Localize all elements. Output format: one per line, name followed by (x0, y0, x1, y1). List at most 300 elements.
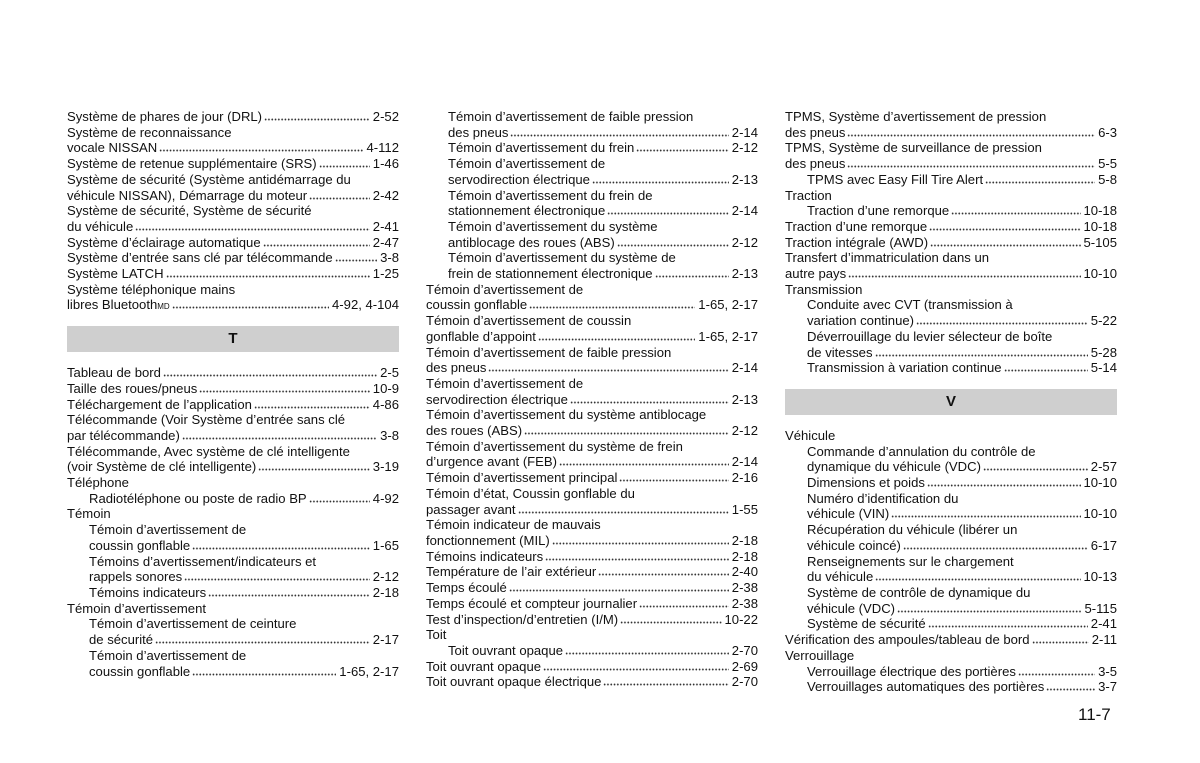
index-entry-line (807, 616, 1117, 632)
page-reference: 3-8 (380, 250, 399, 266)
index-entry (67, 109, 399, 125)
index-entry (426, 470, 758, 486)
index-entry-line (426, 674, 758, 690)
index-entry-text: Système de phares de jour (DRL) (67, 109, 263, 124)
index-entry-text: véhicule (VIN) (807, 506, 890, 522)
index-entry (426, 109, 758, 140)
page-reference: 5-115 (1084, 600, 1117, 616)
leader-dots (135, 221, 370, 231)
page-reference: 2-12 (731, 140, 758, 156)
index-entry (785, 250, 1117, 281)
page-reference: 2-14 (731, 203, 758, 219)
index-entry (426, 156, 758, 187)
index-entry-line (426, 612, 758, 628)
index-entry-text: Témoin d’avertissement de (89, 647, 247, 663)
page-reference: 1-46 (372, 156, 399, 172)
index-entry-line (426, 454, 758, 470)
page-reference: 2-69 (731, 658, 758, 674)
index-entry-text: Taille des roues/pneus (67, 380, 198, 396)
index-entry-line (426, 596, 758, 612)
page-reference: 4-112 (366, 140, 399, 156)
page-reference: 5-28 (1090, 344, 1117, 360)
page-reference: 10-10 (1083, 506, 1117, 522)
index-entry-line (426, 282, 758, 298)
page-number: 11-7 (1078, 705, 1111, 724)
leader-dots (636, 142, 728, 152)
index-entry-line (67, 172, 399, 188)
index-entry (67, 397, 399, 413)
index-entry (785, 522, 1117, 553)
index-entry-text: autre pays (785, 266, 847, 282)
index-entry-text: Témoin d’avertissement du système (448, 218, 658, 234)
page-reference: 6-17 (1090, 537, 1117, 553)
index-entry-text: Traction d’une remorque (785, 218, 928, 234)
index-entry-text: Température de l’air extérieur (426, 564, 597, 580)
index-entry-text: de vitesses (807, 344, 873, 360)
index-entry-text: coussin gonflable (426, 297, 528, 313)
index-entry-text: véhicule coincé) (807, 537, 901, 553)
index-entry-line (89, 569, 399, 585)
page-reference: 3-19 (372, 459, 399, 475)
index-entry (426, 643, 758, 659)
leader-dots (1018, 665, 1095, 675)
page-reference: 2-16 (731, 470, 758, 486)
index-entry (785, 585, 1117, 616)
index-entry-line (67, 188, 399, 204)
index-entry (67, 266, 399, 282)
leader-dots (538, 331, 695, 341)
leader-dots (903, 540, 1088, 550)
index-entry (67, 282, 399, 313)
leader-dots (603, 676, 728, 686)
leader-dots (309, 189, 370, 199)
index-entry (785, 172, 1117, 188)
leader-dots (524, 425, 729, 435)
leader-dots (335, 252, 377, 262)
index-entry-line (785, 109, 1117, 125)
index-entry-text: Tableau de bord (67, 365, 161, 381)
leader-dots (552, 535, 729, 545)
index-entry (785, 679, 1117, 695)
index-entry-line (426, 376, 758, 392)
index-entry-text: TPMS avec Easy Fill Tire Alert (807, 171, 984, 187)
page-reference: 5-8 (1098, 171, 1117, 187)
index-entry-line (448, 219, 758, 235)
index-entry-text: de sécurité (89, 632, 154, 648)
page-reference: 2-57 (1090, 459, 1117, 475)
index-entry-line (67, 156, 399, 172)
index-entry-line (426, 297, 758, 313)
leader-dots (192, 540, 370, 550)
leader-dots (510, 127, 728, 137)
index-entry-line (426, 486, 758, 502)
index-entry (67, 235, 399, 251)
index-entry (785, 554, 1117, 585)
index-entry (785, 648, 1117, 664)
leader-dots (264, 111, 370, 121)
index-entry (785, 203, 1117, 219)
leader-dots (847, 127, 1095, 137)
index-entry-line (89, 491, 399, 507)
page-reference: 2-14 (731, 454, 758, 470)
index-entry (785, 109, 1117, 140)
index-entry-line (448, 125, 758, 141)
index-entry-text: Télécommande (Voir Système d’entrée sans clé (67, 412, 346, 428)
index-entry-text: coussin gonflable (89, 537, 191, 553)
index-entry (67, 554, 399, 585)
section-letter-header: V (785, 389, 1117, 415)
index-entry-line (426, 345, 758, 361)
page-reference: 2-13 (731, 266, 758, 282)
index-entry-text: des pneus (426, 360, 487, 376)
index-entry-text: Témoin d’avertissement de faible pression (426, 344, 672, 360)
index-entry-text: gonflable d’appoint (426, 328, 536, 344)
leader-dots (172, 299, 329, 309)
index-entry-line (426, 392, 758, 408)
index-entry (67, 601, 399, 617)
page-reference: 2-14 (731, 124, 758, 140)
index-entry-line (807, 345, 1117, 361)
index-entry-line (426, 627, 758, 643)
page-reference: 10-22 (724, 611, 758, 627)
page-reference: 2-47 (372, 234, 399, 250)
page-reference: 1-25 (372, 266, 399, 282)
index-entry-line (426, 580, 758, 596)
index-entry-text: Verrouillage électrique des portières (807, 663, 1016, 679)
leader-dots (891, 508, 1080, 518)
index-entry-line (807, 679, 1117, 695)
page-reference: 10-13 (1083, 569, 1117, 585)
index-entry-text: (voir Système de clé intelligente) (67, 459, 257, 475)
index-entry-line (785, 282, 1117, 298)
index-entry-text: Verrouillages automatiques des portières (807, 679, 1045, 695)
index-column-3 (785, 109, 1117, 695)
index-entry-text: Système d’entrée sans clé par télécommande (67, 250, 333, 266)
index-entry (426, 596, 758, 612)
index-entry-line (426, 549, 758, 565)
page-reference: 4-92 (372, 490, 399, 506)
page-reference: 2-40 (731, 564, 758, 580)
index-entry (67, 616, 399, 647)
index-entry-text: Témoin d’avertissement du système de frein (426, 438, 683, 454)
leader-dots (518, 503, 729, 513)
index-entry-line (67, 250, 399, 266)
index-entry-line (785, 125, 1117, 141)
leader-dots (543, 660, 729, 670)
index-entry-text: Télécommande, Avec système de clé intelligente (67, 443, 350, 459)
leader-dots (199, 383, 369, 393)
leader-dots (983, 461, 1088, 471)
index-entry-line (67, 428, 399, 444)
page-reference: 2-12 (731, 423, 758, 439)
leader-dots (155, 634, 370, 644)
leader-dots (159, 142, 363, 152)
index-entry-line (807, 459, 1117, 475)
index-entry-text: Témoin d’avertissement du système antiblocage (426, 407, 707, 423)
index-entry (67, 585, 399, 601)
index-entry-line (448, 250, 758, 266)
leader-dots (208, 587, 370, 597)
page-reference: 4-92, 4-104 (332, 297, 399, 313)
page-reference: 2-70 (731, 674, 758, 690)
index-entry-line (67, 601, 399, 617)
index-entry-line (89, 538, 399, 554)
index-entry (785, 219, 1117, 235)
index-entry-text: Récupération du véhicule (libérer un (807, 522, 1018, 538)
leader-dots (897, 602, 1081, 612)
index-entry-line (807, 360, 1117, 376)
index-entry-text: Système d’éclairage automatique (67, 234, 261, 250)
page-reference: 2-13 (731, 391, 758, 407)
index-entry-text: fonctionnement (MIL) (426, 532, 550, 548)
index-entry (67, 648, 399, 679)
index-entry-line (785, 632, 1117, 648)
index-entry-text: dynamique du véhicule (VDC) (807, 459, 981, 475)
index-entry-line (426, 502, 758, 518)
index-entry-line (426, 407, 758, 423)
index-entry-line (426, 659, 758, 675)
index-entry-text: Toit ouvrant opaque électrique (426, 674, 602, 690)
page-reference: 2-17 (372, 632, 399, 648)
index-entry-line (426, 564, 758, 580)
leader-dots (848, 268, 1080, 278)
index-entry-line (807, 522, 1117, 538)
index-entry-line (807, 329, 1117, 345)
section-letter-header: T (67, 326, 399, 352)
index-entry-line (785, 428, 1117, 444)
index-entry-text: véhicule (VDC) (807, 600, 896, 616)
index-entry-text: Véhicule (785, 427, 836, 443)
index-entry-line (785, 250, 1117, 266)
index-entry (67, 250, 399, 266)
index-entry-line (67, 219, 399, 235)
index-entry-line (807, 475, 1117, 491)
index-entry-line (67, 444, 399, 460)
page-reference: 1-65, 2-17 (339, 663, 399, 679)
index-entry-text: Transmission (785, 281, 863, 297)
index-entry (426, 250, 758, 281)
index-entry-text: Temps écoulé et compteur journalier (426, 595, 638, 611)
index-entry-line (807, 203, 1117, 219)
index-entry-line (807, 297, 1117, 313)
page-reference: 5-14 (1090, 360, 1117, 376)
index-entry-text: TPMS, Système d’avertissement de pression (785, 109, 1047, 124)
index-entry (67, 522, 399, 553)
index-entry-line (807, 172, 1117, 188)
index-entry (785, 360, 1117, 376)
page-reference: 5-5 (1098, 156, 1117, 172)
index-entry-text: Renseignements sur le chargement (807, 553, 1014, 569)
index-entry (785, 491, 1117, 522)
index-entry-line (807, 554, 1117, 570)
index-entry (67, 365, 399, 381)
page-reference: 1-65, 2-17 (698, 297, 758, 313)
index-entry-text: Témoin d’avertissement (67, 600, 206, 616)
index-entry-text: Temps écoulé (426, 580, 507, 596)
page-reference: 10-10 (1083, 475, 1117, 491)
page-reference: 6-3 (1098, 124, 1117, 140)
index-entry-line (785, 648, 1117, 664)
index-entry-text: Témoin (67, 506, 111, 522)
index-entry (67, 412, 399, 443)
page-reference: 10-10 (1083, 266, 1117, 282)
index-entry-line (67, 397, 399, 413)
page-reference: 2-18 (731, 532, 758, 548)
page-reference: 2-70 (731, 642, 758, 658)
index-entry (785, 664, 1117, 680)
index-entry-text: Toit ouvrant opaque (448, 642, 564, 658)
index-entry-text: des pneus (448, 124, 509, 140)
index-entry-line (426, 360, 758, 376)
index-entry-text: Témoins indicateurs (89, 584, 207, 600)
index-entry-line (67, 365, 399, 381)
leader-dots (559, 456, 729, 466)
index-entry (785, 475, 1117, 491)
index-entry-text: Témoin d’avertissement principal (426, 470, 618, 486)
index-entry (67, 172, 399, 203)
leader-dots (182, 430, 377, 440)
leader-dots (1046, 681, 1095, 691)
index-entry-line (448, 172, 758, 188)
index-entry (785, 140, 1117, 171)
index-entry-text: Témoins indicateurs (426, 548, 544, 564)
leader-dots (163, 367, 377, 377)
index-column-1 (67, 109, 399, 679)
index-entry-line (448, 643, 758, 659)
page-reference: 4-86 (372, 396, 399, 412)
page-reference: 2-5 (380, 365, 399, 381)
index-entry (426, 313, 758, 344)
index-entry (426, 282, 758, 313)
leader-dots (639, 598, 729, 608)
index-entry-text: Test d’inspection/d’entretien (I/M) (426, 611, 619, 627)
index-entry-line (67, 140, 399, 156)
page-reference: 2-38 (731, 580, 758, 596)
index-entry-line (67, 203, 399, 219)
leader-dots (847, 158, 1095, 168)
index-entry-line (807, 664, 1117, 680)
leader-dots (1004, 362, 1088, 372)
index-entry-text: Téléchargement de l’application (67, 396, 252, 412)
index-entry (785, 329, 1117, 360)
leader-dots (929, 221, 1080, 231)
index-entry-line (448, 203, 758, 219)
index-entry-text: servodirection électrique (448, 171, 590, 187)
index-entry (426, 439, 758, 470)
leader-dots (192, 665, 336, 675)
index-entry-text: passager avant (426, 501, 516, 517)
index-entry-line (67, 266, 399, 282)
leader-dots (254, 398, 370, 408)
index-entry (67, 475, 399, 491)
index-entry (67, 156, 399, 172)
page-reference: 10-18 (1083, 203, 1117, 219)
index-entry (67, 491, 399, 507)
index-entry-text: Système de sécurité (Système antidémarrage du (67, 171, 351, 187)
index-entry-line (448, 235, 758, 251)
leader-dots (570, 393, 729, 403)
index-entry-text: Conduite avec CVT (transmission à (807, 297, 1013, 313)
index-entry (426, 659, 758, 675)
index-entry-line (807, 506, 1117, 522)
index-entry-line (67, 459, 399, 475)
index-entry-text: Toit ouvrant opaque (426, 658, 542, 674)
index-entry-line (89, 554, 399, 570)
index-entry-text: Témoin d’avertissement de ceinture (89, 616, 297, 632)
index-entry-text: Témoin d’avertissement de (89, 522, 247, 538)
index-entry (426, 376, 758, 407)
leader-dots (916, 315, 1088, 325)
leader-dots (509, 582, 729, 592)
page-reference: 2-41 (1090, 616, 1117, 632)
index-entry-line (67, 282, 399, 298)
leader-dots (184, 571, 370, 581)
index-entry-text: Commande d’annulation du contrôle de (807, 443, 1036, 459)
index-entry-text: TPMS, Système de surveillance de pression (785, 140, 1042, 156)
index-entry-text: Déverrouillage du levier sélecteur de boîte (807, 328, 1053, 344)
index-entry-line (426, 533, 758, 549)
index-entry-text: Système de reconnaissance (67, 124, 232, 140)
index-entry-text: Témoin d’avertissement du frein de (448, 187, 653, 203)
leader-dots (309, 493, 370, 503)
index-entry-line (67, 109, 399, 125)
index-entry-text: libres Bluetooth (67, 297, 158, 313)
index-entry-text: frein de stationnement électronique (448, 266, 653, 282)
index-entry-text: Transfert d’immatriculation dans un (785, 250, 990, 266)
index-entry (426, 140, 758, 156)
leader-dots (488, 362, 728, 372)
page-reference: 5-22 (1090, 313, 1117, 329)
index-entry-text: Système de retenue supplémentaire (SRS) (67, 156, 317, 172)
index-entry (785, 282, 1117, 298)
page-reference: 1-65, 2-17 (698, 328, 758, 344)
index-entry-text: Système de contrôle de dynamique du (807, 584, 1031, 600)
index-entry-line (807, 569, 1117, 585)
index-entry-line (67, 125, 399, 141)
index-entry (426, 564, 758, 580)
index-entry (426, 580, 758, 596)
index-entry-text: Témoin d’avertissement de (426, 281, 584, 297)
index-entry (785, 188, 1117, 204)
index-entry-text: Transmission à variation continue (807, 360, 1002, 376)
page-reference: 2-42 (372, 187, 399, 203)
page-reference: 2-18 (731, 548, 758, 564)
index-entry-text: Verrouillage (785, 647, 855, 663)
index-entry-line (448, 109, 758, 125)
index-entry-text: coussin gonflable (89, 663, 191, 679)
index-entry (785, 616, 1117, 632)
leader-dots (592, 174, 729, 184)
leader-dots (930, 236, 1080, 246)
index-entry-text: stationnement électronique (448, 203, 606, 219)
index-entry-line (426, 423, 758, 439)
leader-dots (166, 268, 370, 278)
index-entry (426, 627, 758, 643)
index-entry-line (448, 140, 758, 156)
index-entry-text: Témoin d’avertissement du frein (448, 140, 635, 156)
page-reference: 2-14 (731, 360, 758, 376)
page-reference: 3-8 (380, 427, 399, 443)
leader-dots (607, 205, 729, 215)
index-entry-text: Toit (426, 627, 447, 643)
index-entry-text: par télécommande) (67, 427, 180, 443)
index-entry-text: Témoins d’avertissement/indicateurs et (89, 553, 317, 569)
index-entry-text: Téléphone (67, 475, 129, 491)
index-entry-text: Témoin d’avertissement de coussin (426, 313, 632, 329)
leader-dots (951, 205, 1080, 215)
index-entry-text: variation continue) (807, 313, 914, 329)
index-entry-text: Système de sécurité (807, 616, 926, 632)
